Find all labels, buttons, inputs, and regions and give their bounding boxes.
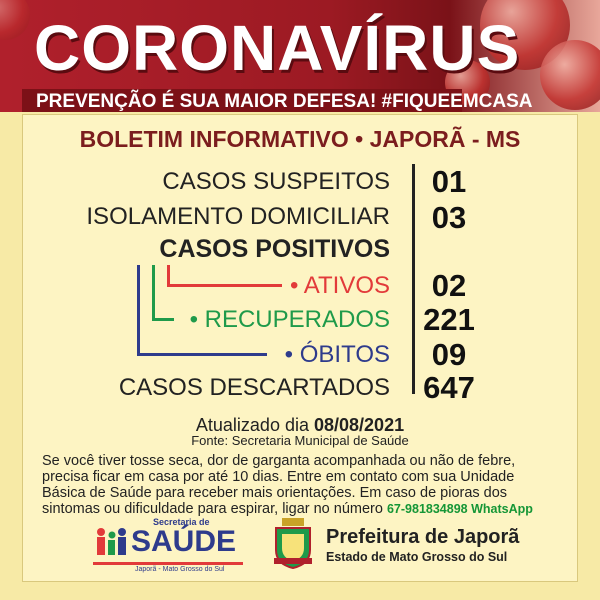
saude-logo-bottom: Japorã - Mato Grosso do Sul (135, 566, 225, 573)
update-prefix: Atualizado dia (195, 415, 309, 435)
deaths-connector (137, 265, 140, 354)
virus-illustration (0, 0, 30, 40)
recovered-connector (152, 318, 174, 321)
deaths-label: • ÓBITOS (284, 341, 390, 368)
header-banner (0, 0, 600, 112)
divider-line (412, 164, 415, 394)
page-subtitle: PREVENÇÃO É SUA MAIOR DEFESA! #FIQUEEMCASA (36, 91, 533, 112)
active-value: 02 (431, 268, 467, 303)
suspects-value: 01 (431, 164, 467, 199)
discarded-value: 647 (423, 370, 475, 405)
virus-illustration (540, 40, 600, 110)
active-connector (167, 284, 282, 287)
advice-paragraph (42, 453, 578, 517)
recovered-label: • RECUPERADOS (189, 306, 390, 333)
active-connector (167, 265, 170, 285)
advice-line: Se você tiver tosse seca, dor de garganta acompanhada ou não de febre, (42, 453, 516, 469)
discarded-label: CASOS DESCARTADOS (118, 374, 390, 401)
advice-line: precisa ficar em casa por até 10 dias. Entre em contato com sua Unidade (42, 469, 515, 485)
estado-name: Estado de Mato Grosso do Sul (326, 550, 508, 564)
source-note: Fonte: Secretaria Municipal de Saúde (191, 433, 409, 448)
advice-line-with-phone (42, 501, 578, 517)
deaths-connector (137, 353, 267, 356)
deaths-value: 09 (431, 337, 467, 372)
whatsapp-number: 67-981834898 WhatsApp (386, 502, 533, 516)
isolation-value: 03 (431, 200, 467, 235)
bulletin-heading: BOLETIM INFORMATIVO • JAPORÃ - MS (79, 126, 521, 152)
municipal-coat-of-arms-icon (270, 518, 316, 570)
saude-logo (93, 517, 243, 573)
saude-logo-main: SAÚDE (131, 525, 237, 558)
recovered-connector (152, 265, 155, 319)
update-info (0, 416, 600, 434)
isolation-label: ISOLAMENTO DOMICILIAR (86, 203, 390, 230)
page-title: CORONAVÍRUS (34, 12, 521, 84)
saude-logo-top: Secretaria de (153, 517, 210, 527)
positives-label: CASOS POSITIVOS (159, 235, 390, 263)
suspects-label: CASOS SUSPEITOS (162, 168, 390, 195)
prefeitura-name: Prefeitura de Japorã (326, 526, 520, 548)
advice-line: sintomas ou dificuldade para espirar, ligar no número (42, 501, 383, 517)
advice-line: Básica de Saúde para receber mais orientações. Em caso de pioras dos (42, 485, 508, 501)
update-date: 08/08/2021 (314, 415, 405, 435)
recovered-value: 221 (423, 302, 475, 337)
active-label: • ATIVOS (290, 272, 390, 299)
